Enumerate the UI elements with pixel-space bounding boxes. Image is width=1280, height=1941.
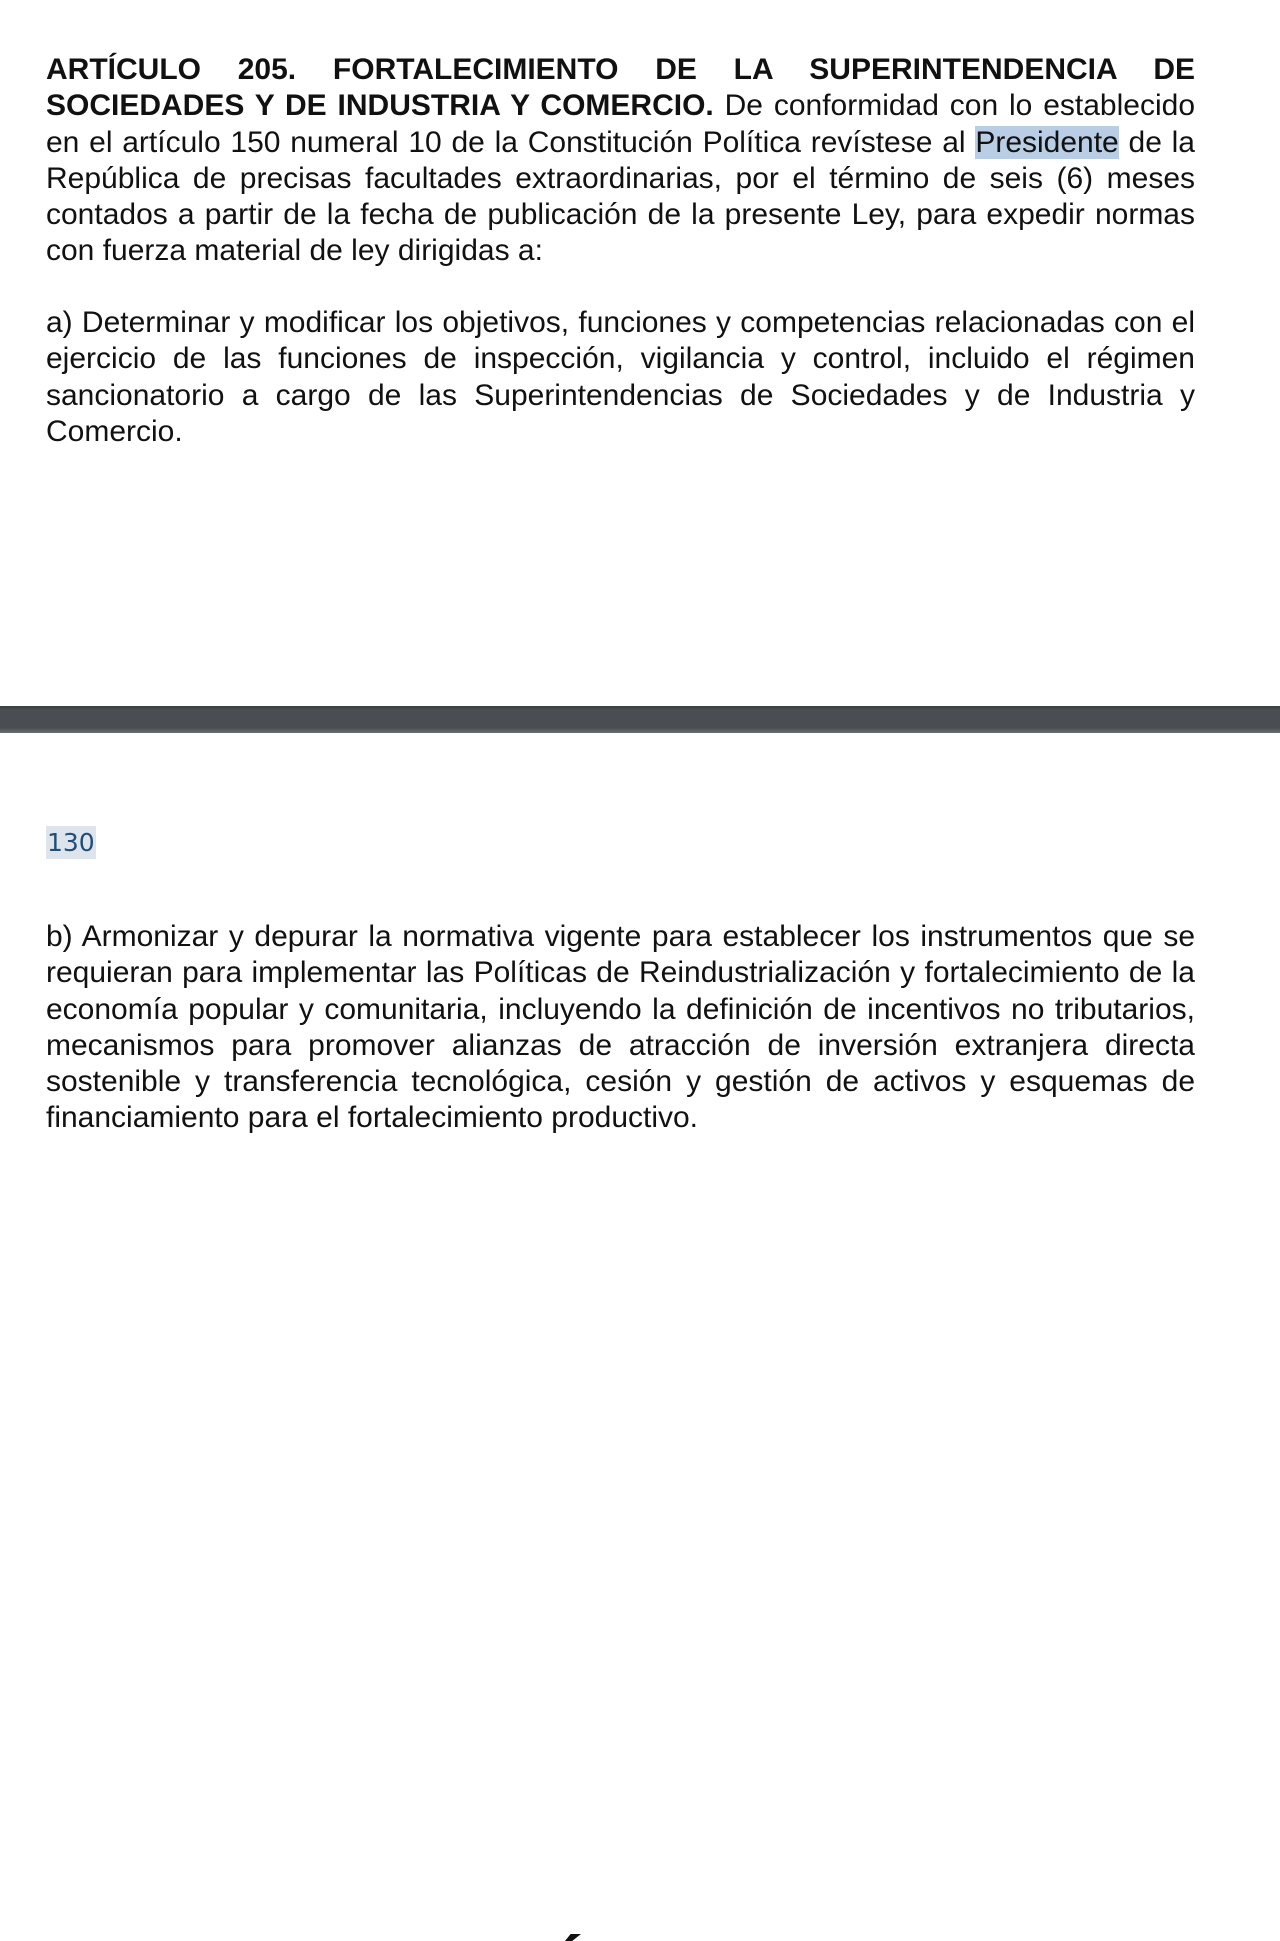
article-paragraph <box>46 52 1195 270</box>
article-heading: ARTÍCULO 205. FORTALECIMIENTO DE LA SUPERINTENDENCIA DE SOCIEDADES Y DE INDUSTRIA Y COMERCIO. <box>46 53 1195 123</box>
article-text-before: De conformidad con lo establecido en el artículo 150 numeral 10 de la Constitución Política revístese al <box>46 89 1196 159</box>
cutoff-accent-mark <box>565 1934 581 1941</box>
item-a-paragraph: a) Determinar y modificar los objetivos, funciones y competencias relacionadas con el ejercicio de las funciones de inspección, vigilancia y control, incluido el régimen sancionatorio a cargo de las Superintendencias de Sociedades y de Industria y Comercio. <box>46 306 1195 448</box>
item-b-paragraph: b) Armonizar y depurar la normativa vigente para establecer los instrumentos que se requieran para implementar las Políticas de Reindustrialización y fortalecimiento de la economía popular y comunitaria, incluyendo la definición de incentivos no tributarios, mecanismos para promover alianzas de atracción de inversión extranjera directa sostenible y transferencia tecnológica, cesión y gestión de activos y esquemas de financiamiento para el fortalecimiento productivo. <box>46 920 1195 1135</box>
page-separator <box>0 706 1280 733</box>
highlighted-word[interactable]: Presidente <box>975 125 1119 159</box>
article-text-after: de la República de precisas facultades extraordinarias, por el término de seis (6) meses contados a partir de la fecha de publicación de la presente Ley, para expedir normas con fuerza material de ley dirigidas a: <box>46 125 1195 268</box>
page-number: 130 <box>47 828 95 857</box>
page-top <box>0 0 1280 706</box>
